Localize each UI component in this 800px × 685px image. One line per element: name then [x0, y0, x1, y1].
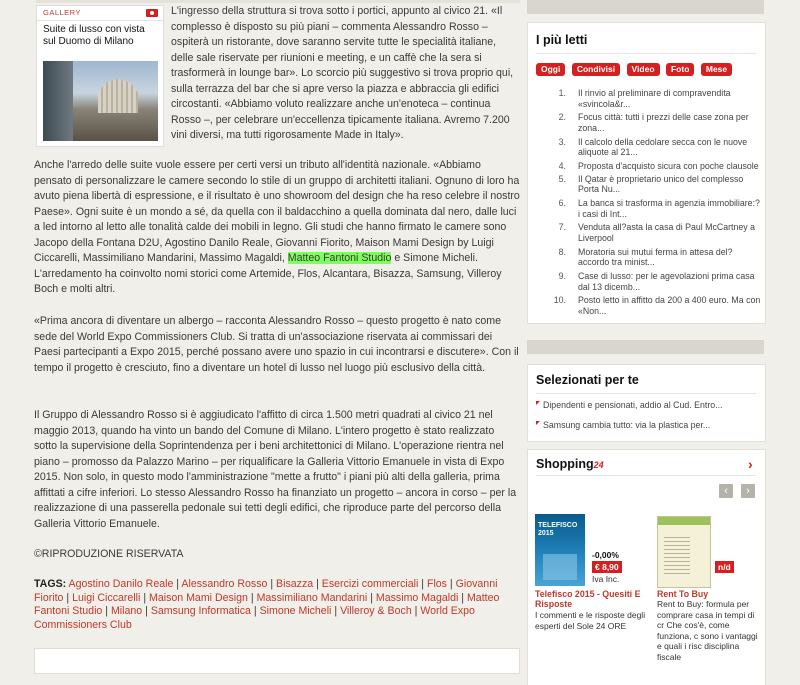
- tag-link[interactable]: Alessandro Rosso: [181, 578, 268, 590]
- title-divider: [536, 393, 756, 394]
- carousel-next-icon[interactable]: ›: [741, 484, 755, 498]
- title-divider: [536, 53, 756, 54]
- top-divider: [36, 0, 520, 3]
- product-title[interactable]: Telefisco 2015 - Quesiti E Risposte: [535, 589, 641, 609]
- tag-link[interactable]: Milano: [110, 605, 143, 617]
- product-desc: Rent to Buy: formula per comprare casa in tempi di cr Che cos'è, come funziona, c sono i vantaggi e quali i risc disciplina fiscale: [657, 599, 758, 662]
- paragraph-2: [34, 158, 520, 298]
- tag-link[interactable]: Luigi Ciccarelli: [72, 591, 141, 604]
- vat-label: Iva Inc.: [592, 574, 620, 584]
- tab-oggi[interactable]: Oggi: [536, 63, 565, 76]
- tab-video[interactable]: Video: [627, 63, 660, 76]
- discount-label: -0,00%: [592, 550, 619, 560]
- sidebar-strip: [527, 340, 764, 354]
- shopping-title: Shopping24: [536, 457, 604, 471]
- highlight-matteo-fantoni: Matteo Fantoni Studio: [287, 252, 392, 264]
- sidebar: [527, 0, 764, 684]
- product-title[interactable]: Rent To Buy: [657, 589, 709, 599]
- tag-link[interactable]: Villeroy & Boch: [340, 605, 412, 617]
- price-badge: n/d: [715, 561, 734, 573]
- gallery-header: [37, 6, 163, 21]
- tag-link[interactable]: Massimiliano Mandarini: [256, 591, 368, 604]
- carousel-prev-icon[interactable]: ‹: [719, 484, 733, 498]
- paragraph-1: L'ingresso della struttura si trova sotto i portici, appunto al civico 21. «Il complesso è disposto su più piani – commenta Alessandro Rosso – ospiterà un ristorante, dove saranno servite tutte le specialità italiane, delle sale riservate per riunioni e meeting, e un caffè che la sera si trasformerà in lounge bar». Lo scorcio più suggestivo si trova proprio qui, sulla terrazza del bar che si apre verso la piazza e abbraccia gli edifici circostanti. «Abbiamo voluto realizzare anche un'enoteca – continua Rosso –, per celebrare un'eccellenza tipicamente italiana. Avremo 7.200 vini diversi, ma tutti rigorosamente Made in Italy».: [171, 5, 514, 141]
- product-cover-telefisco[interactable]: TELEFISCO 2015: [535, 514, 585, 586]
- selezionati-title: Selezionati per te: [536, 373, 639, 387]
- selezionati-item[interactable]: Samsung cambia tutto: via la plastica per...: [536, 420, 710, 430]
- tag-link[interactable]: Agostino Danilo Reale: [68, 578, 174, 590]
- tab-condivisi[interactable]: Condivisi: [572, 63, 620, 76]
- camera-icon: [146, 9, 158, 17]
- list-item[interactable]: 9. Case di lusso: per le agevolazioni prima casa dal 13 dicemb...: [558, 271, 755, 292]
- tag-link[interactable]: Simone Micheli: [259, 605, 332, 617]
- tag-link[interactable]: Massimo Magaldi: [375, 591, 459, 604]
- selezionati-box: [527, 364, 766, 442]
- gallery-title[interactable]: Suite di lusso con vista sul Duomo di Milano: [43, 24, 145, 47]
- paragraph-3: «Prima ancora di diventare un albergo – racconta Alessandro Rosso – questo progetto è nato come sede del World Expo Commissioners Club. Si tratta di un'associazione riservata ai commissari dei Paesi partecipanti a Expo 2015, perché possano avere uno spazio in cui incontrarsi e discutere». Con il tempo il progetto è cresciuto, fino a diventare un hotel di lusso nel luogo più esclusivo della città.: [34, 315, 519, 374]
- list-item[interactable]: 10. Posto letto in affitto da 200 a 400 euro. Ma con «Non...: [553, 295, 761, 316]
- piu-letti-box: [527, 22, 766, 324]
- product-desc: I commenti e le risposte degli esperti del Sole 24 ORE: [535, 610, 646, 631]
- tab-foto[interactable]: Foto: [666, 63, 694, 76]
- gallery-label: GALLERY: [43, 8, 81, 17]
- title-divider: [536, 475, 756, 476]
- list-item[interactable]: 2. Focus città: tutti i prezzi delle case zona per zona...: [558, 112, 749, 133]
- list-item[interactable]: 7. Venduta all?asta la casa di Paul McCartney a Liverpool: [558, 222, 756, 244]
- tag-link[interactable]: Samsung Informatica: [150, 605, 251, 617]
- tags: TAGS: Agostino Danilo Reale | Alessandro Rosso | Bisazza | Esercizi commerciali | Flos | Giovanni Fiorito | Luigi Ciccarelli | Maison Mami Design | Massimiliano Mandarini | Massimo Magaldi | Matteo Fantoni Studio | Milano | Samsung Informatica | Simone Micheli | Villeroy & Boch | World Expo Commissioners Club: [34, 578, 500, 631]
- tag-link[interactable]: Bisazza: [276, 578, 314, 590]
- price-badge: € 8,90: [592, 561, 622, 573]
- paragraph-2-a: Anche l'arredo delle suite vuole essere per certi versi un tributo all'identità nazionale. «Abbiamo pensato di personalizzare le camere secondo lo stile di un gruppo di architetti italiani. Ognuno di loro ha avuto piena libertà di espressione, e il risultato è uno showroom del design che ha reso celebre il nostro Paese». Ogni suite è un mondo a sé, da quella con il baldacchino a quella dominata dal nero, dalle luci a led intorno al letto alle tonalità calde dei mobili in legno. Gli studi che hanno firmato le camere sono Jacopo della Fontana D2U, Agostino Danilo Reale, Giovanni Fiorito, Maison Mami Design by Luigi Ciccarelli, Massimiliano Mandarini, Massimo Magaldi,: [34, 159, 520, 264]
- tag-link[interactable]: Esercizi commerciali: [321, 578, 419, 590]
- list-item[interactable]: 6. La banca si trasforma in agenzia immobiliare:? i casi di Int...: [558, 198, 760, 219]
- gallery-box[interactable]: [36, 5, 164, 147]
- chevron-right-icon[interactable]: ›: [748, 456, 753, 472]
- list-item[interactable]: 8. Moratoria sui mutui ferma in attesa del? accordo tra minist...: [558, 246, 733, 268]
- list-item[interactable]: 5. Il Qatar è proprietario unico del complesso Porta Nu...: [558, 173, 744, 195]
- list-item[interactable]: 3. Il calcolo della cedolare secca con le nuove aliquote al 21...: [558, 136, 748, 158]
- piu-letti-tabs: [536, 59, 734, 77]
- tag-link[interactable]: Giovanni Fiorito: [34, 578, 498, 604]
- tag-link[interactable]: Matteo Fantoni Studio: [34, 591, 500, 617]
- piu-letti-title: I più letti: [536, 33, 588, 47]
- list-item[interactable]: 1. Il rinvio al preliminare di compravendita «svincola&r...: [558, 88, 731, 109]
- product-cover-rent-to-buy[interactable]: [657, 516, 711, 588]
- list-item[interactable]: 4. Proposta d'acquisto sicura con poche clausole: [558, 160, 759, 171]
- tab-mese[interactable]: Mese: [701, 63, 732, 76]
- shopping-suffix: 24: [593, 460, 604, 470]
- tag-link[interactable]: Maison Mami Design: [149, 591, 248, 604]
- gallery-image[interactable]: [43, 61, 158, 141]
- selezionati-item[interactable]: Dipendenti e pensionati, addio al Cud. Entro...: [536, 400, 722, 410]
- paragraph-2-b: e Simone Micheli. L'arredamento ha coinvolto nomi storici come Artemide, Flos, Alcantara, Bisazza, Samsung, Villeroy Boch e molti altri.: [34, 252, 502, 295]
- tag-link[interactable]: Flos: [426, 578, 447, 590]
- paragraph-4: Il Gruppo di Alessandro Rosso si è aggiudicato l'affitto di circa 1.500 metri quadrati al civico 21 nel maggio 2013, quando ha vinto un bando del Comune di Milano. L'intero progetto è stato realizzato sotto la supervisione della Soprintendenza per i beni architettonici di Milano. L'operazione rientra nel piano – promosso da Palazzo Marino – per riqualificare la Galleria Vittorio Emanuele in vista di Expo 2015. Non solo, in questo modo l'amministrazione "mette a frutto" i piani più alti della galleria, prima affittati a cifre inferiori. Lo stesso Alessandro Rosso ha finanziato un progetto – ancora in corso – per la realizzazione di una passerella pedonale sui tetti degli edifici, che riproduce parte del percorso della Galleria Vittorio Emanuele.: [34, 409, 517, 530]
- tag-link[interactable]: World Expo Commissioners Club: [34, 605, 475, 631]
- copyright: ©RIPRODUZIONE RISERVATA: [34, 548, 184, 560]
- comment-bar[interactable]: [34, 648, 520, 674]
- tags-label: TAGS:: [34, 578, 67, 590]
- sidebar-strip: [527, 0, 764, 14]
- piu-letti-list: [542, 88, 762, 320]
